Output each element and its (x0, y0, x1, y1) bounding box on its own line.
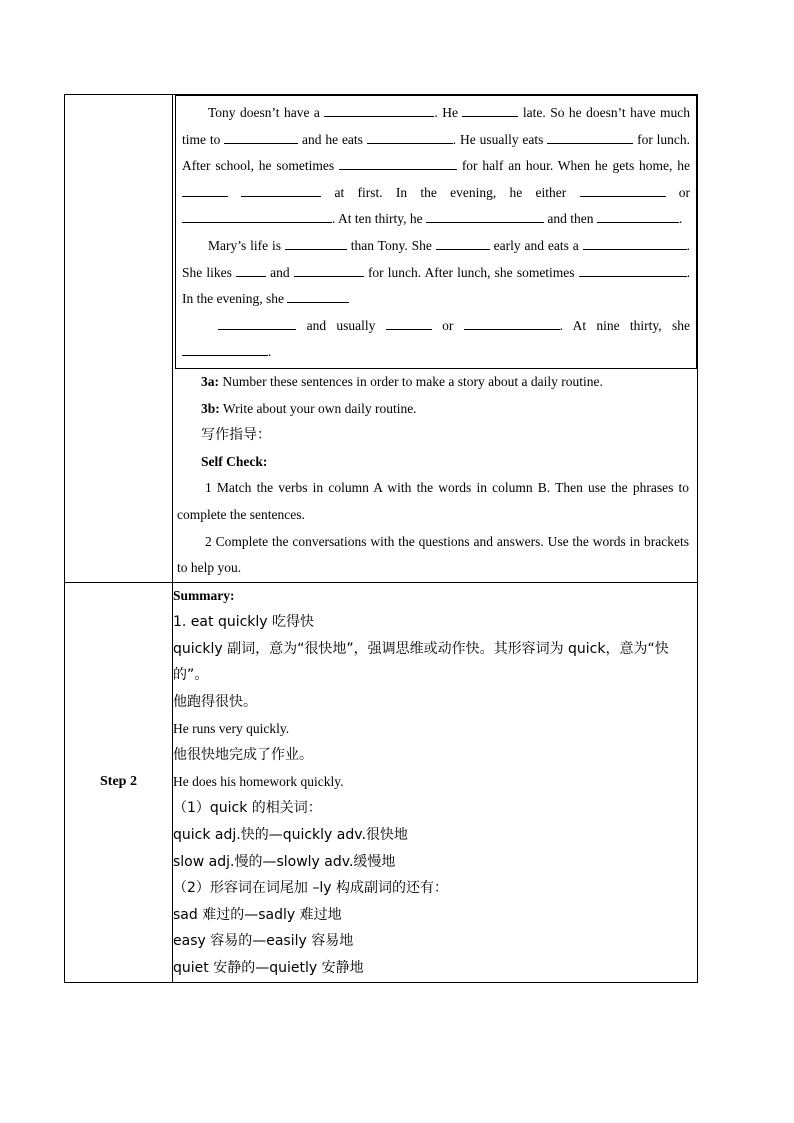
text: and (270, 264, 290, 280)
text: or (442, 317, 454, 333)
content-cell (173, 95, 698, 583)
blank[interactable] (182, 341, 268, 356)
text: late. So he doesn’t (522, 105, 626, 120)
summary-line: quiet 安静的—quietly 安静地 (173, 960, 364, 976)
blank[interactable] (339, 155, 457, 170)
text: than Tony. She (350, 237, 432, 253)
text: and he eats (302, 131, 363, 147)
summary-line: He runs very quickly. (173, 720, 290, 736)
heading-text: Summary: (173, 587, 235, 603)
blank[interactable] (579, 262, 687, 277)
blank[interactable] (236, 262, 266, 277)
lesson-table (64, 94, 698, 983)
summary-line: easy 容易的—easily 容易地 (173, 933, 354, 950)
text: . At nine thirty, she (559, 317, 690, 333)
blank[interactable] (436, 235, 490, 250)
text: sometimes (516, 264, 575, 280)
blank[interactable] (580, 182, 666, 197)
table-row (65, 95, 698, 583)
blank[interactable] (241, 182, 321, 197)
blank[interactable] (285, 235, 347, 250)
blank[interactable] (182, 208, 332, 223)
blank[interactable] (294, 262, 364, 277)
text: . She likes (182, 237, 691, 280)
blank[interactable] (464, 315, 560, 330)
summary-cell (173, 582, 698, 982)
summary-line: He does his homework quickly. (173, 773, 344, 789)
task-text: Write about your own daily routine. (219, 400, 417, 416)
writing-guide: 写作指导： (201, 427, 271, 444)
text: at first. In the (334, 184, 437, 200)
text: have much time to (182, 105, 691, 147)
blank[interactable] (287, 288, 349, 303)
self-check-item-1: 1 Match the verbs in column A with the words in column B. Then use the phrases to complete the sentences. (177, 480, 689, 522)
text: Mary’s life is (208, 237, 282, 253)
summary-heading (173, 583, 697, 610)
self-check-heading (173, 449, 697, 476)
blank[interactable] (218, 315, 296, 330)
text: . He (434, 105, 458, 120)
text: and usually (306, 317, 376, 333)
tony-paragraph (182, 100, 690, 233)
summary-line: quickly 副词，意为“很快地”，强调思维或动作快。其形容词为 quick，意为“快的”。 (173, 640, 669, 684)
text: and then (547, 211, 594, 227)
blank[interactable] (547, 129, 633, 144)
blank[interactable] (182, 182, 228, 197)
summary-line: 他很快地完成了作业。 (173, 747, 313, 764)
task-label: 3b: (201, 400, 220, 416)
text: evening, he either (450, 184, 567, 200)
text: . (678, 211, 683, 227)
text: . At ten thirty, he (332, 211, 423, 227)
summary-line: quick adj.快的—quickly adv.很快地 (173, 827, 408, 844)
text: half an hour. When he gets home, he (482, 158, 690, 174)
text: . He usually eats (452, 131, 544, 147)
task-3a (173, 369, 697, 396)
blank[interactable] (426, 208, 544, 223)
self-check-item-2: 2 Complete the conversations with the questions and answers. Use the words in brackets to help you. (177, 533, 689, 576)
blank[interactable] (597, 208, 679, 223)
text: for lunch. After lunch, she (367, 264, 513, 280)
mary-paragraph (182, 233, 690, 366)
blank[interactable] (224, 129, 298, 144)
blank[interactable] (583, 235, 687, 250)
summary-line: 他跑得很快。 (173, 694, 257, 711)
table-row (65, 582, 698, 982)
fill-in-passage-box (175, 95, 697, 369)
text: Tony doesn’t have a (208, 105, 320, 120)
summary-line: （1）quick 的相关词： (173, 800, 322, 817)
heading-text: Self Check: (201, 453, 268, 469)
blank[interactable] (462, 102, 518, 117)
text: for lunch. After school, he sometimes (182, 131, 691, 174)
text: . (268, 344, 272, 360)
text: for (461, 158, 478, 174)
text: or (678, 184, 691, 200)
text: early and eats a (493, 237, 579, 253)
task-label: 3a: (201, 373, 219, 389)
blank[interactable] (386, 315, 432, 330)
task-text: Number these sentences in order to make a story about a daily routine. (219, 373, 603, 389)
summary-line: 1. eat quickly 吃得快 (173, 614, 315, 631)
blank[interactable] (367, 129, 453, 144)
empty-label-cell (65, 95, 173, 583)
text: . In the evening, she (182, 264, 691, 307)
summary-line: （2）形容词在词尾加 –ly 构成副词的还有： (173, 880, 448, 897)
summary-line: slow adj.慢的—slowly adv.缓慢地 (173, 853, 396, 870)
task-3b (173, 396, 697, 423)
blank[interactable] (324, 102, 434, 117)
summary-line: sad 难过的—sadly 难过地 (173, 906, 342, 923)
step-label: Step 2 (65, 582, 173, 982)
